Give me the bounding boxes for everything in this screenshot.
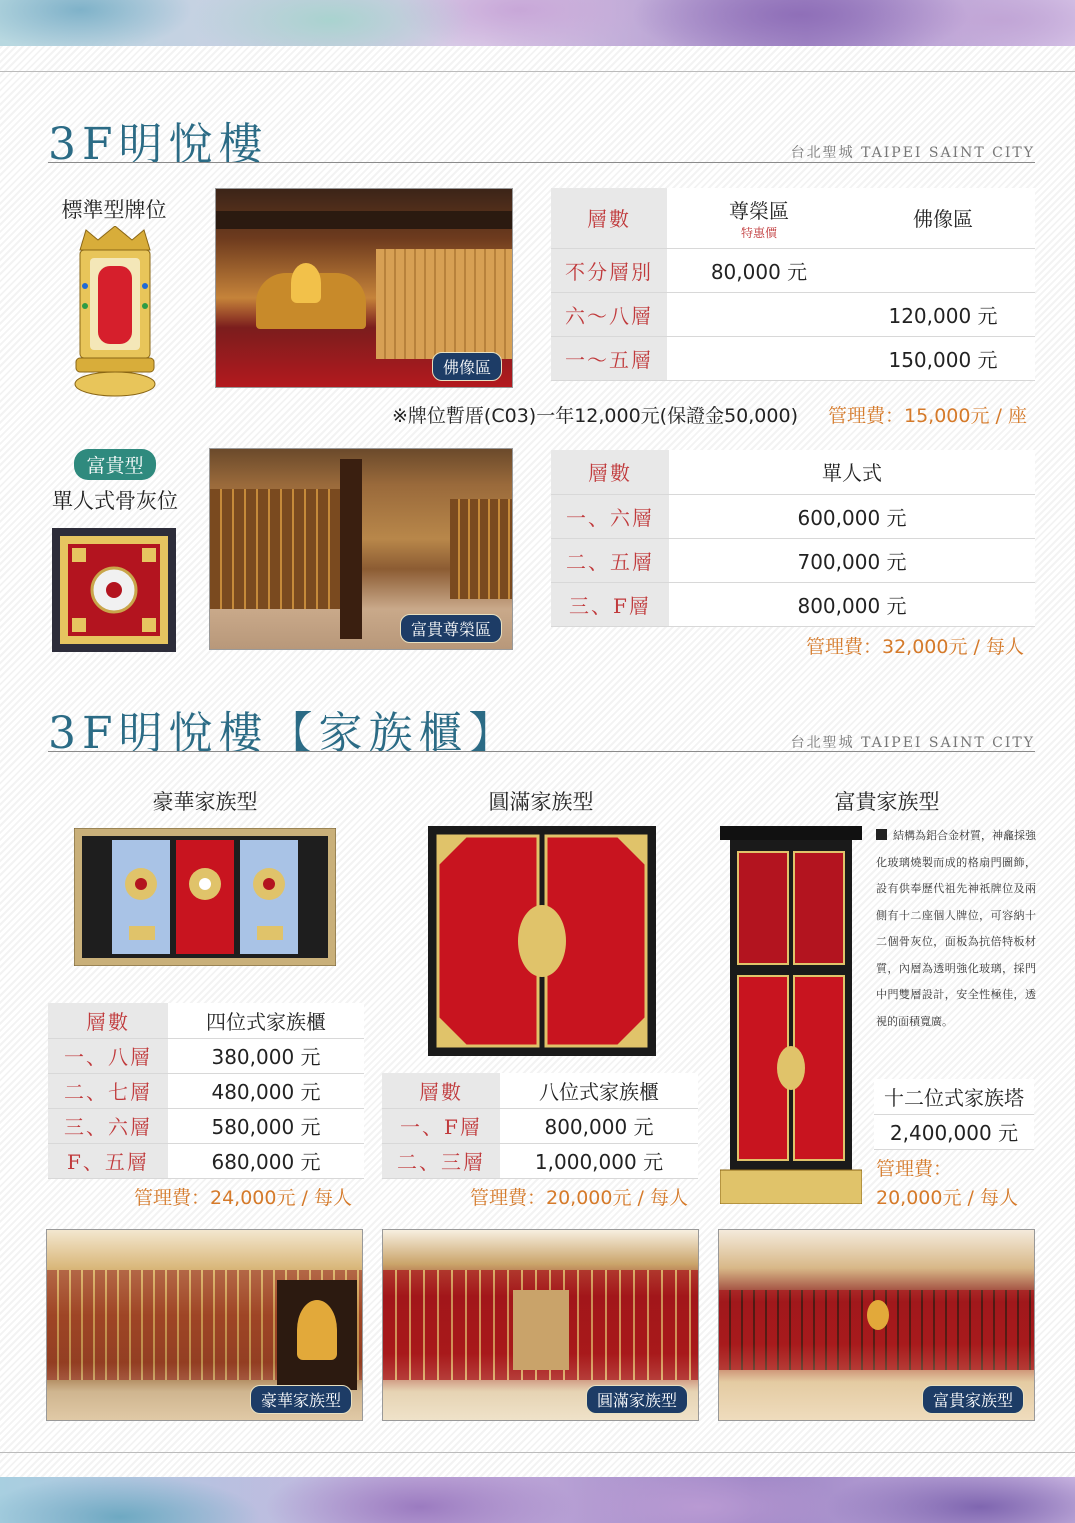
wealth-family-label: 富貴家族型 <box>834 790 940 814</box>
price-cell: 800,000 元 <box>500 1108 698 1143</box>
top-floral-banner <box>0 0 1075 46</box>
price-cell: 80,000 元 <box>667 248 851 292</box>
price-cell: 150,000 元 <box>851 336 1035 380</box>
luxury-cabinet-image <box>74 828 336 966</box>
table-row <box>551 336 1035 380</box>
floor-cell: 一、F層 <box>382 1108 500 1143</box>
table-row <box>382 1143 698 1178</box>
table-row <box>551 494 1035 538</box>
floor-cell: 一、八層 <box>48 1038 168 1073</box>
table-row <box>551 292 1035 336</box>
section-title-3f: 3F明悅樓 <box>48 119 269 170</box>
table-header-row <box>551 188 1035 248</box>
bullet-square-icon <box>876 829 887 840</box>
luxury-price-table <box>48 1003 364 1179</box>
management-fee: 管理費：20,000元 / 每人 <box>470 1187 688 1209</box>
table-header-row <box>551 450 1035 494</box>
price-cell: 480,000 元 <box>168 1073 364 1108</box>
wealth-price-table <box>874 1079 1034 1150</box>
table-row <box>48 1038 364 1073</box>
section1-price-table <box>551 188 1035 381</box>
floor-cell: 三、六層 <box>48 1108 168 1143</box>
management-fee: 20,000元 / 每人 <box>876 1187 1018 1209</box>
top-divider <box>0 71 1075 72</box>
table-row <box>48 1073 364 1108</box>
price-cell: 700,000 元 <box>669 538 1035 582</box>
standard-tablet-label: 標準型牌位 <box>61 198 167 222</box>
price-cell: 800,000 元 <box>669 582 1035 626</box>
wealth-model: 十二位式家族塔 <box>874 1079 1034 1114</box>
header-floor: 層數 <box>551 450 669 494</box>
photo-tag: 富貴家族型 <box>922 1385 1024 1414</box>
special-price-label: 特惠價 <box>740 225 777 240</box>
section2-price-table <box>551 450 1035 627</box>
luxury-family-label: 豪華家族型 <box>152 790 258 814</box>
price-cell: 580,000 元 <box>168 1108 364 1143</box>
wealth-tower-image <box>720 826 862 1204</box>
header-floor: 層數 <box>382 1073 500 1108</box>
brand-label: 台北聖城 TAIPEI SAINT CITY <box>790 735 1035 751</box>
complete-family-label: 圓滿家族型 <box>488 790 594 814</box>
table-header-row <box>48 1003 364 1038</box>
floor-cell: 二、三層 <box>382 1143 500 1178</box>
section-title-family: 3F明悅樓【家族櫃】 <box>48 708 519 759</box>
price-cell: 120,000 元 <box>851 292 1035 336</box>
price-cell: 680,000 元 <box>168 1143 364 1178</box>
header-honor-label: 尊榮區 <box>729 198 789 223</box>
wealth-room-photo <box>718 1229 1035 1421</box>
photo-tag: 圓滿家族型 <box>586 1385 688 1414</box>
wealth-description-text: 結構為鋁合金材質，神龕採強化玻璃燒製而成的格扇門圖飾，設有供奉歷代祖先神祇牌位及兩側有十二座個人牌位，可容納十二個骨灰位，面板為抗倍特板材質，內層為透明強化玻璃，採門中門雙層設計，安全性極佳，透視的面積寬廣。 <box>876 829 1036 1028</box>
management-fee-label: 管理費： <box>876 1158 953 1180</box>
header-floor: 層數 <box>551 188 667 248</box>
floor-cell: 一～五層 <box>551 336 667 380</box>
header-eight-seat: 八位式家族櫃 <box>500 1073 698 1108</box>
management-fee: 管理費：32,000元 / 每人 <box>806 636 1024 658</box>
table-row <box>382 1108 698 1143</box>
floor-cell: F、五層 <box>48 1143 168 1178</box>
management-fee: 管理費：24,000元 / 每人 <box>134 1187 352 1209</box>
single-urn-label: 單人式骨灰位 <box>52 489 178 513</box>
floor-cell: 二、五層 <box>551 538 669 582</box>
management-fee: 管理費：15,000元 / 座 <box>828 405 1027 427</box>
price-cell <box>667 292 851 336</box>
photo-tag: 佛像區 <box>432 352 502 381</box>
temporary-storage-note: ※牌位暫厝(C03)一年12,000元(保證金50,000) <box>392 405 798 427</box>
header-four-seat: 四位式家族櫃 <box>168 1003 364 1038</box>
wealth-honor-photo <box>209 448 513 650</box>
table-row <box>874 1114 1034 1149</box>
price-cell: 380,000 元 <box>168 1038 364 1073</box>
bottom-divider <box>0 1452 1075 1453</box>
table-row <box>48 1108 364 1143</box>
floor-cell: 二、七層 <box>48 1073 168 1108</box>
bottom-floral-banner <box>0 1477 1075 1523</box>
table-row <box>48 1143 364 1178</box>
price-cell: 2,400,000 元 <box>874 1114 1034 1149</box>
table-row <box>551 582 1035 626</box>
table-row <box>551 538 1035 582</box>
price-cell: 1,000,000 元 <box>500 1143 698 1178</box>
complete-price-table <box>382 1073 698 1179</box>
section-rule <box>48 162 1035 163</box>
header-honor-zone <box>667 188 851 248</box>
floor-cell: 三、F層 <box>551 582 669 626</box>
photo-tag: 富貴尊榮區 <box>400 614 502 643</box>
floor-cell: 六～八層 <box>551 292 667 336</box>
luxury-room-photo <box>46 1229 363 1421</box>
table-header-row <box>382 1073 698 1108</box>
floor-cell: 一、六層 <box>551 494 669 538</box>
header-floor: 層數 <box>48 1003 168 1038</box>
photo-tag: 豪華家族型 <box>250 1385 352 1414</box>
price-cell: 600,000 元 <box>669 494 1035 538</box>
single-urn-image <box>52 528 176 652</box>
price-cell <box>851 248 1035 292</box>
floor-cell: 不分層別 <box>551 248 667 292</box>
complete-cabinet-image <box>428 826 656 1056</box>
table-row <box>874 1079 1034 1114</box>
section-rule <box>48 751 1035 752</box>
price-cell <box>667 336 851 380</box>
table-row <box>551 248 1035 292</box>
buddha-area-photo <box>215 188 513 388</box>
header-single: 單人式 <box>669 450 1035 494</box>
wealth-type-pill: 富貴型 <box>74 449 156 480</box>
brand-label: 台北聖城 TAIPEI SAINT CITY <box>790 145 1035 161</box>
header-buddha-zone: 佛像區 <box>851 188 1035 248</box>
complete-room-photo <box>382 1229 699 1421</box>
wealth-description <box>876 823 1036 1035</box>
standard-tablet-image <box>72 226 158 398</box>
